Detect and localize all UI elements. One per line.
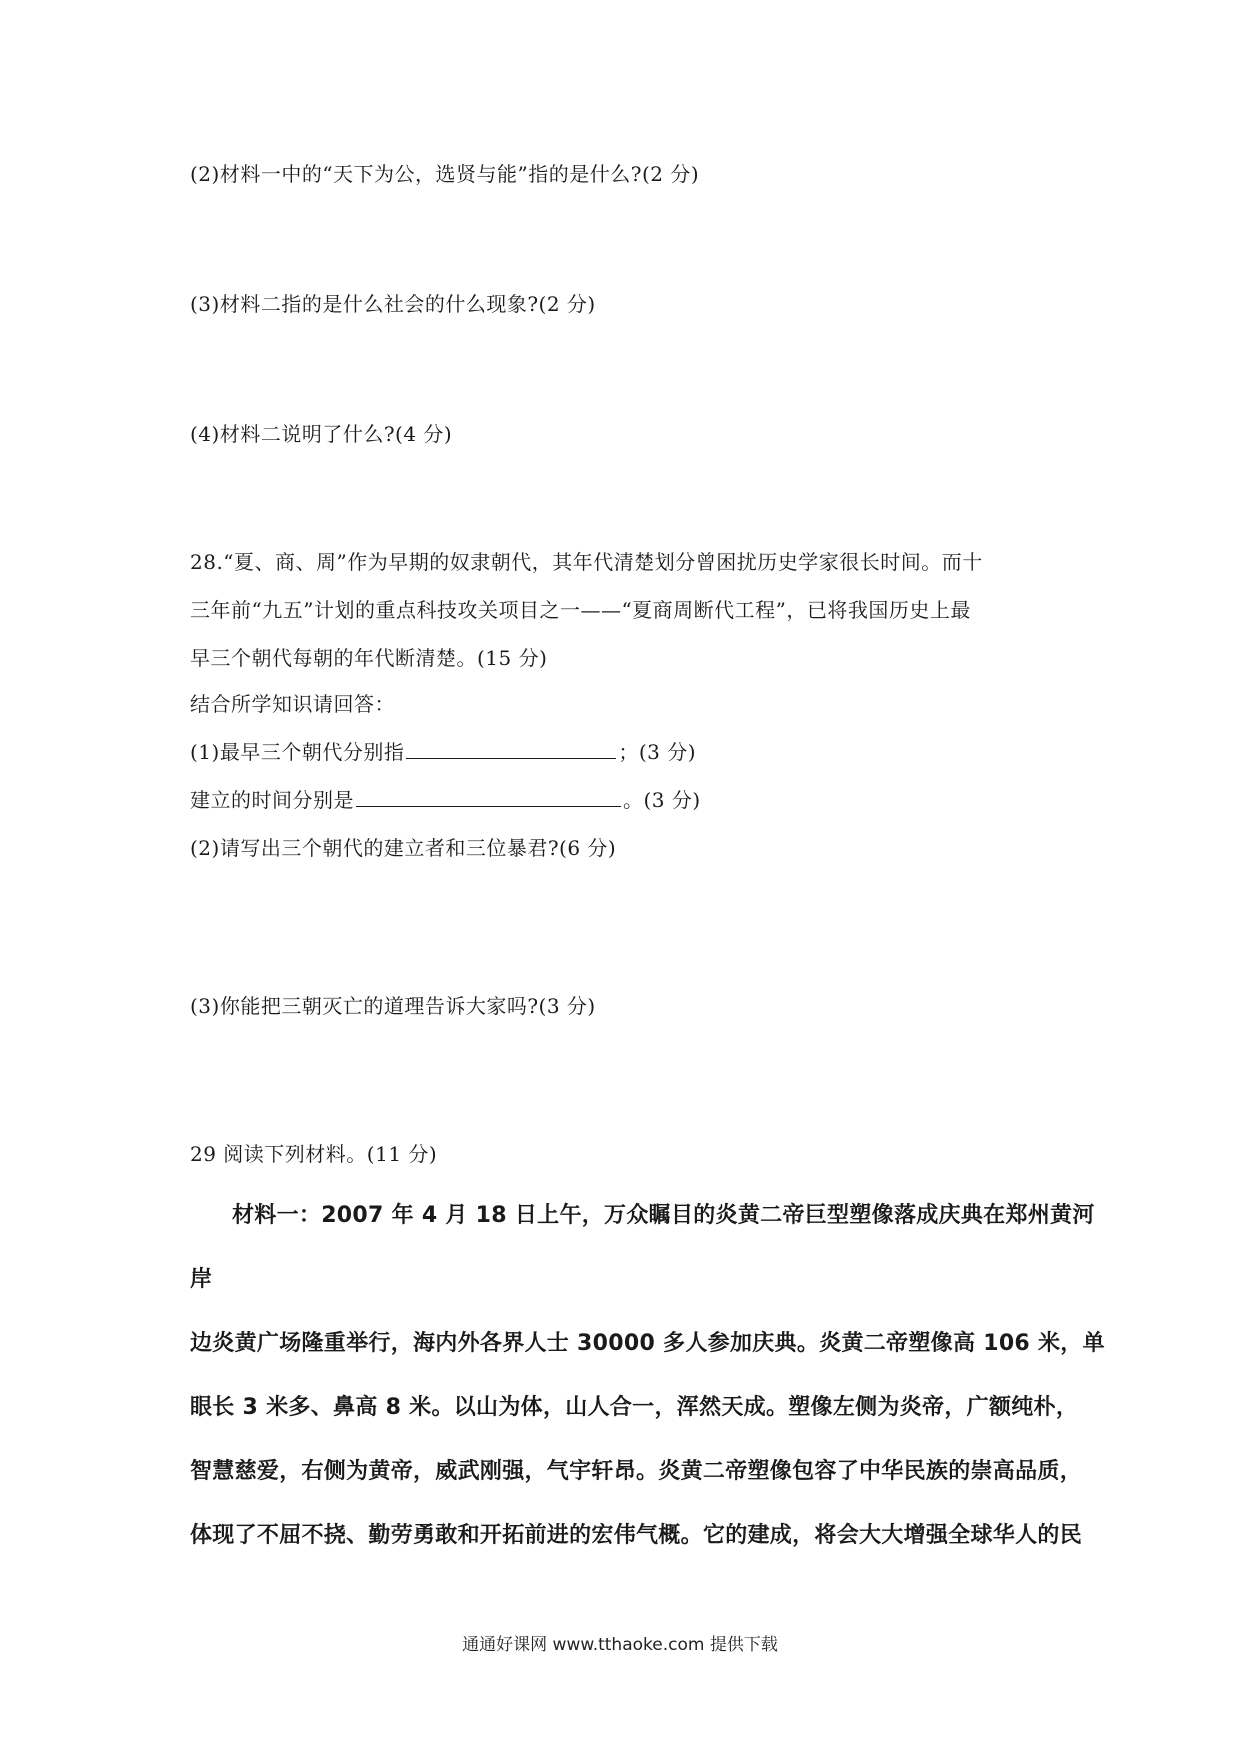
question-27-4: (4)材料二说明了什么?(4 分) bbox=[190, 422, 453, 446]
page-footer: 通通好课网 www.tthaoke.com 提供下载 bbox=[462, 1635, 778, 1655]
question-28-intro-line-3: 早三个朝代每朝的年代断清楚。(15 分) bbox=[190, 646, 548, 670]
answer-blank-founding-dates[interactable] bbox=[356, 786, 621, 807]
question-28-1b-prefix: 建立的时间分别是 bbox=[190, 788, 354, 812]
answer-blank-dynasties[interactable] bbox=[406, 738, 616, 759]
material-1-line-1: 材料一：2007 年 4 月 18 日上午，万众瞩目的炎黄二帝巨型塑像落成庆典在郑州黄河 bbox=[232, 1203, 1095, 1228]
question-28-1a-prefix: (1)最早三个朝代分别指 bbox=[190, 740, 405, 764]
question-28-prompt: 结合所学知识请回答： bbox=[190, 692, 395, 716]
material-1-line-4: 眼长 3 米多、鼻高 8 米。以山为体，山人合一，浑然天成。塑像左侧为炎帝，广额纯朴， bbox=[190, 1395, 1079, 1420]
question-28-intro-line-2: 三年前“九五”计划的重点科技攻关项目之一——“夏商周断代工程”，已将我国历史上最 bbox=[190, 598, 971, 622]
question-28-2: (2)请写出三个朝代的建立者和三位暴君?(6 分) bbox=[190, 836, 617, 860]
question-27-3: (3)材料二指的是什么社会的什么现象?(2 分) bbox=[190, 292, 596, 316]
question-28-1a bbox=[190, 738, 696, 766]
material-1-line-2: 岸 bbox=[190, 1267, 213, 1292]
material-1-line-3: 边炎黄广场隆重举行，海内外各界人士 30000 多人参加庆典。炎黄二帝塑像高 106 米，单 bbox=[190, 1331, 1105, 1356]
question-28-1a-suffix: ；(3 分) bbox=[618, 740, 697, 764]
material-1-line-5: 智慧慈爱，右侧为黄帝，威武刚强，气宇轩昂。炎黄二帝塑像包容了中华民族的崇高品质， bbox=[190, 1459, 1083, 1484]
question-29-title: 29 阅读下列材料。(11 分) bbox=[190, 1142, 438, 1166]
question-28-intro-line-1: 28.“夏、商、周”作为早期的奴隶朝代，其年代清楚划分曾困扰历史学家很长时间。而十 bbox=[190, 550, 983, 574]
question-28-3: (3)你能把三朝灭亡的道理告诉大家吗?(3 分) bbox=[190, 994, 596, 1018]
question-27-2: (2)材料一中的“天下为公，选贤与能”指的是什么?(2 分) bbox=[190, 162, 700, 186]
question-28-1b-suffix: 。(3 分) bbox=[623, 788, 701, 812]
question-28-1b bbox=[190, 786, 701, 814]
material-1-line-6: 体现了不屈不挠、勤劳勇敢和开拓前进的宏伟气概。它的建成，将会大大增强全球华人的民 bbox=[190, 1523, 1083, 1548]
